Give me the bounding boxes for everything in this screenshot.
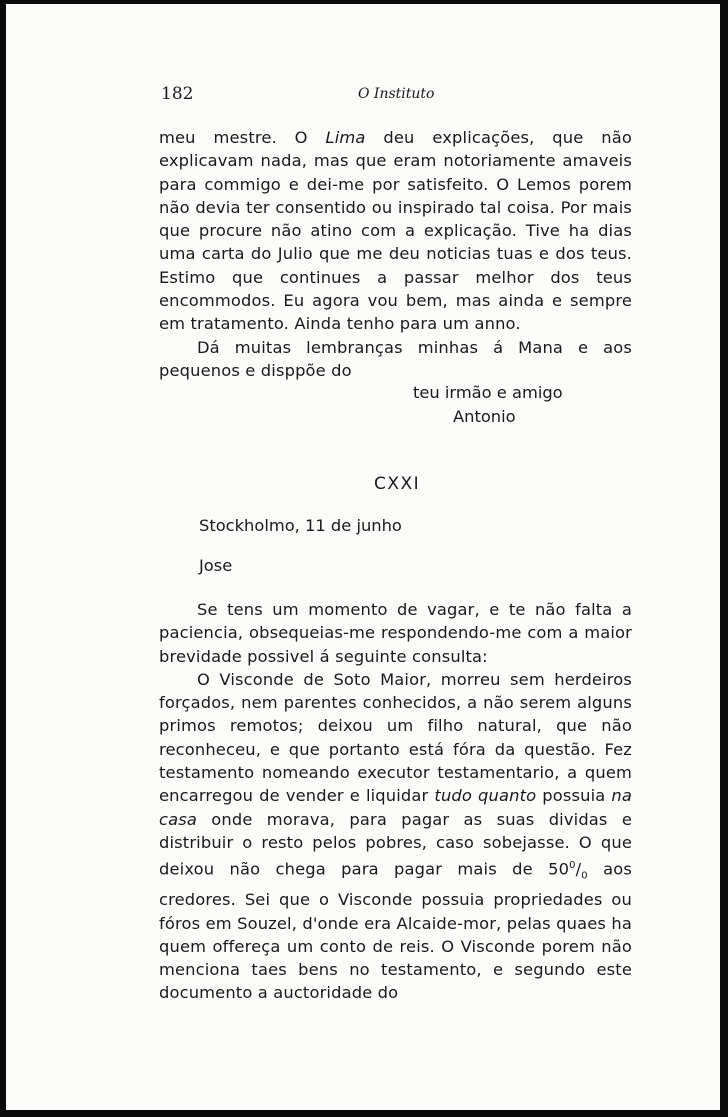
- letter-number: CXXI: [374, 474, 421, 494]
- running-title: O Instituto: [358, 86, 435, 102]
- paragraph: meu mestre. O Lima deu explicações, que não explicavam nada, mas que eram notoriamente amaveis para commigo e dei-me por satisfeito. O Lemos porem não devia ter consentido ou inspirado tal coisa. Por mais que procure não atino com a explicação. Tive ha dias uma carta do Julio que me deu noticias tuas e dos teus. Estimo que continues a passar melhor dos teus encommodos. Eu agora vou bem, mas ainda e sempre em tratamento. Ainda tenho para um anno.: [159, 128, 632, 334]
- book-page: [6, 4, 720, 1110]
- dateline: Stockholmo, 11 de junho: [199, 516, 402, 535]
- signoff: [413, 381, 563, 429]
- paragraph: Se tens um momento de vagar, e te não falta a paciencia, obsequeias-me respondendo-me com a maior brevidade possivel á seguinte consulta:: [159, 600, 632, 666]
- page-number: 182: [161, 84, 194, 104]
- signature: Antonio: [453, 407, 516, 426]
- paragraph: Dá muitas lembranças minhas á Mana e aos pequenos e disppõe do: [159, 337, 632, 380]
- italic-name: Lima: [325, 128, 366, 147]
- salutation: Jose: [199, 556, 233, 575]
- letter-cxxi-body: [159, 598, 632, 1005]
- letter-cxx-continuation: [159, 126, 632, 382]
- paragraph: O Visconde de Soto Maior, morreu sem herdeiros forçados, nem parentes conhecidos, a não serem alguns primos remotos; deixou um filho natural, que não reconheceu, e que portanto está fóra da questão. Fez testamento nomeando executor testamentario, a quem encarregou de vender e liquidar tudo quanto possuia na casa onde morava, para pagar as suas dividas e distribuir o resto pelos pobres, caso sobejasse. O que deixou não chega para pagar mais de $50^0/_0$ aos credores. Sei que o Visconde possuia propriedades ou fóros em Souzel, d'onde era Alcaide-mor, pelas quaes ha quem offereça um conto de reis. O Visconde porem não menciona taes bens no testamento, e segundo este documento a auctoridade do: [159, 669, 632, 1003]
- closing: teu irmão e amigo: [413, 383, 563, 402]
